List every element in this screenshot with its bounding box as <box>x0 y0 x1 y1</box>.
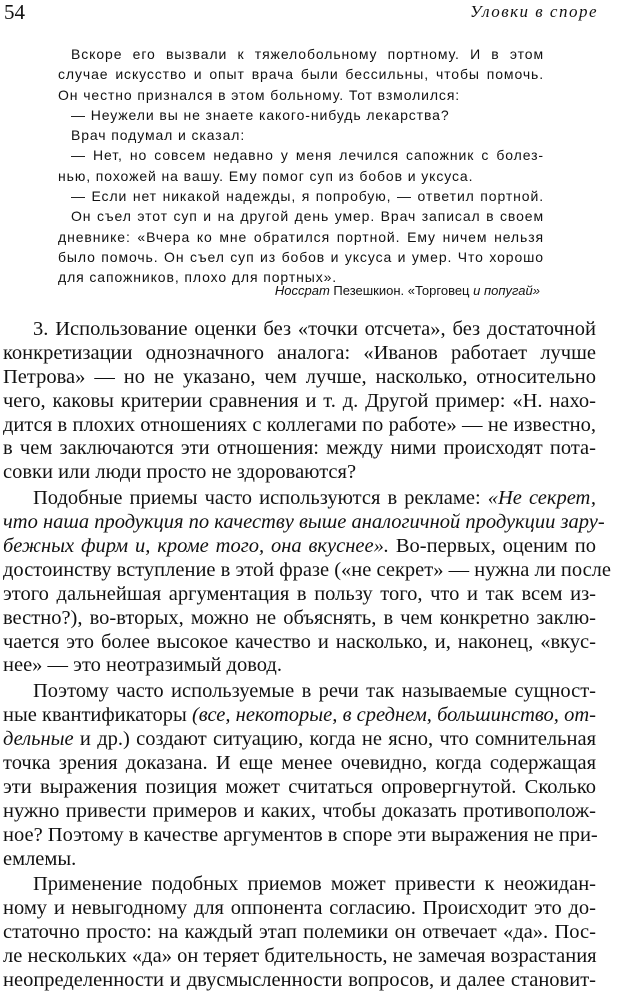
body-line: в чем заключаются эти отношения: между ними происходят пота- <box>3 437 596 460</box>
excerpt-line: случае искусство и опыт врача были бессильны, чтобы помочь. <box>58 66 544 83</box>
body-line: статочно просто: на каждый этап полемики он отвечает «да». Пос- <box>3 921 596 944</box>
body-line <box>3 728 596 752</box>
body-line: точка зрения доказана. И еще менее очевидно, когда содержащая <box>3 752 596 775</box>
body-line: чего, каковы критерии сравнения и т. д. Другой пример: «Н. нахо- <box>3 389 596 412</box>
ad-quote: бежных фирм и, кроме того, она вкуснее». <box>3 535 389 558</box>
body-line: Петрова» — но не указано, чем лучше, насколько, относительно <box>3 365 596 388</box>
quantifier-examples: дельные <box>3 728 74 751</box>
excerpt-line: Вскоре его вызвали к тяжелобольному портному. И в этом <box>71 46 544 62</box>
paragraph-3-evaluation <box>3 318 596 485</box>
page-number: 54 <box>4 0 25 24</box>
text-run: Во-первых, оценим по <box>388 535 596 558</box>
body-line: достоинству вступление в этой фразе («не секрет» — нужна ли после <box>3 558 612 581</box>
running-head: Уловки в споре <box>469 2 598 21</box>
body-line: ному и невыгодному для оппонента согласию. Происходит это до- <box>3 897 596 920</box>
excerpt-line: Он честно признался в этом больному. Тот взмолился: <box>58 86 461 103</box>
body-line <box>3 511 605 535</box>
author-last-name: Пезешкион. <box>333 283 405 298</box>
body-line: Применение подобных приемов может привести к неожидан- <box>33 873 596 896</box>
body-line: дится в плохих отношениях с коллегами по работе» — не известно, <box>3 413 596 436</box>
paragraph-quantifiers <box>3 680 596 871</box>
excerpt-line: — Нет, но совсем недавно у меня лечился сапожник с болез- <box>71 147 544 164</box>
quantifier-examples: (все, некоторые, в среднем, большинство, от- <box>191 704 596 727</box>
body-line: чается это более высокое качество и насколько, и, наконец, «вкус- <box>3 630 596 653</box>
body-line: эти выражения позиция может считаться опровергнутой. Сколько <box>3 775 596 798</box>
text-run: ные квантификаторы <box>3 704 192 727</box>
body-line: совки или люди просто не здороваются? <box>3 461 357 484</box>
body-line: нужно привести примеров и каких, чтобы доказать противополож- <box>3 799 596 822</box>
body-line: неопределенности и двусмысленности вопросов, и далее становит- <box>3 969 596 992</box>
source-title-start: «Торговец <box>407 283 470 298</box>
quoted-excerpt <box>58 44 544 288</box>
body-line: нее» — это неотразимый довод. <box>3 654 282 677</box>
source-title-end: попугай» <box>484 283 540 298</box>
excerpt-line: — Если нет никакой надежды, я попробую, — ответил портной. <box>71 188 544 205</box>
body-line: емлемы. <box>3 847 77 870</box>
excerpt-line: для сапожников, плохо для портных». <box>58 269 338 286</box>
body-line: вестно?), во-вторых, можно не объяснять, в чем конкретно заклю- <box>3 606 596 629</box>
excerpt-attribution <box>275 283 540 298</box>
page-header <box>0 0 620 28</box>
body-line: этого дальнейшая аргументация в пользу того, что и так всем из- <box>3 582 596 605</box>
body-line <box>3 535 596 559</box>
text-run: и др.) создают ситуацию, когда не ясно, что сомнительная <box>73 728 596 751</box>
excerpt-line: — Неужели вы не знаете какого-нибудь лекарства? <box>71 106 450 123</box>
paragraph-agreement <box>3 873 596 992</box>
source-title-conjunction: и <box>473 283 481 298</box>
body-line: Поэтому часто используемые в речи так называемые сущност- <box>33 680 596 703</box>
excerpt-line: Врач подумал и сказал: <box>71 127 246 144</box>
body-line <box>3 704 596 728</box>
ad-quote: «Не секрет, <box>487 487 596 510</box>
ad-quote: что наша продукция по качеству выше аналогичной продукции зару- <box>3 511 605 534</box>
excerpt-line: Он съел этот суп и на другой день умер. Врач записал в своем <box>71 208 544 225</box>
body-line: ле нескольких «да» он теряет бдительность, не замечая возрастания <box>3 945 597 968</box>
body-line <box>3 487 596 511</box>
main-text <box>3 318 612 995</box>
excerpt-line: нью, похожей на вашу. Ему помог суп из бобов и уксуса. <box>58 167 474 184</box>
excerpt-line: дневнике: «Вчера ко мне обратился портной. Ему ничем нельзя <box>58 228 544 245</box>
body-line: ное? Поэтому в качестве аргументов в споре эти выражения не при- <box>3 823 598 846</box>
text-run: Подобные приемы часто используются в рекламе: <box>33 487 488 510</box>
body-line: 3. Использование оценки без «точки отсчета», без достаточной <box>33 318 596 340</box>
excerpt-line: было помочь. Он съел суп из бобов и уксуса и умер. Что хорошо <box>58 248 544 265</box>
body-line: конкретизации однозначного аналога: «Иванов работает лучше <box>3 341 596 364</box>
paragraph-advertising <box>3 487 612 678</box>
author-first-name: Носсрат <box>274 283 330 298</box>
